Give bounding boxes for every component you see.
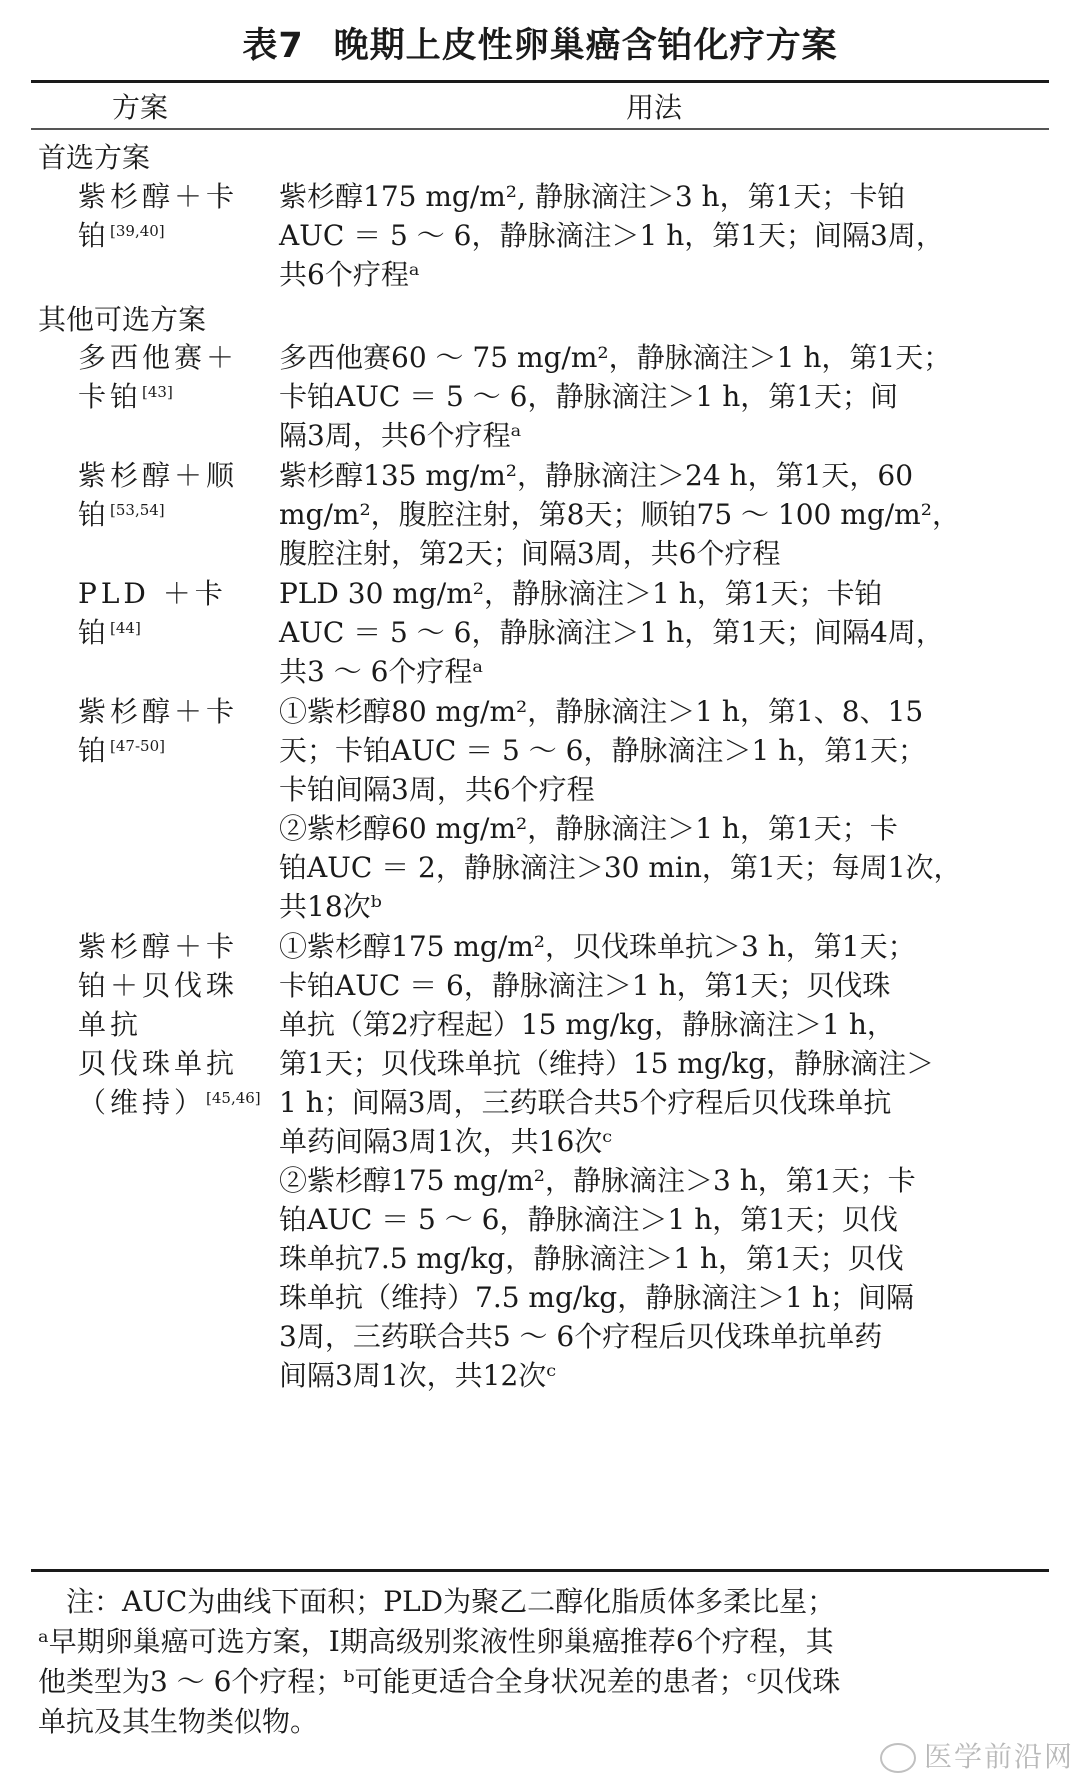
usage-line: 单药间隔3周1次，共16次ᶜ	[279, 1125, 612, 1158]
reference: [44]	[110, 619, 141, 637]
header-regimen: 方案	[112, 91, 169, 124]
footnote-line: 他类型为3 ～ 6个疗程；ᵇ可能更适合全身状况差的患者；ᶜ贝伐珠	[38, 1665, 841, 1698]
usage-line: 间隔3周1次，共12次ᶜ	[279, 1359, 556, 1392]
usage-line: 3周，三药联合共5 ～ 6个疗程后贝伐珠单抗单药	[279, 1320, 883, 1353]
header-usage: 用法	[626, 91, 683, 124]
watermark-text: 医学前沿网	[924, 1740, 1075, 1773]
section-preferred: 首选方案	[38, 141, 151, 174]
usage-line: 铂AUC ＝ 2，静脉滴注＞30 min，第1天；每周1次，	[279, 851, 962, 884]
regimen-name	[78, 177, 268, 255]
table-footnote	[38, 1582, 1049, 1742]
regimen-usage	[279, 927, 1049, 1395]
table-number: 表7	[242, 26, 304, 66]
usage-line: 铂AUC ＝ 5 ～ 6，静脉滴注＞1 h，第1天；贝伐	[279, 1203, 899, 1236]
section-alternative: 其他可选方案	[38, 303, 207, 336]
regimen-name-line: 铂	[78, 219, 111, 252]
regimen-name-line: 紫杉醇＋卡	[78, 180, 239, 213]
usage-line: 天；卡铂AUC ＝ 5 ～ 6，静脉滴注＞1 h，第1天；	[279, 734, 927, 767]
regimen-name-line: 紫杉醇＋卡	[78, 930, 239, 963]
table-title	[0, 18, 1080, 68]
footnote-line: ᵃ早期卵巢癌可选方案，Ⅰ期高级别浆液性卵巢癌推荐6个疗程，其	[38, 1625, 834, 1658]
usage-line: 隔3周，共6个疗程ᵃ	[279, 419, 522, 452]
regimen-name-line: 紫杉醇＋卡	[78, 695, 239, 728]
usage-line: 多西他赛60 ～ 75 mg/m²，静脉滴注＞1 h，第1天；	[279, 341, 952, 374]
regimen-name-line: 铂＋贝伐珠	[78, 969, 239, 1002]
usage-line: AUC ＝ 5 ～ 6，静脉滴注＞1 h，第1天；间隔4周，	[279, 616, 944, 649]
regimen-name-line: 铂	[78, 498, 111, 531]
usage-line: 共3 ～ 6个疗程ᵃ	[279, 655, 484, 688]
usage-line: ①紫杉醇175 mg/m²，贝伐珠单抗＞3 h，第1天；	[279, 930, 916, 963]
usage-line: 共18次ᵇ	[279, 890, 382, 923]
usage-line: 腹腔注射，第2天；间隔3周，共6个疗程	[279, 537, 781, 570]
regimen-name-line: （维持）	[78, 1086, 207, 1119]
usage-line: mg/m²，腹腔注射，第8天；顺铂75 ～ 100 mg/m²，	[279, 498, 960, 531]
footnote-line: 注：AUC为曲线下面积；PLD为聚乙二醇化脂质体多柔比星；	[38, 1585, 836, 1618]
usage-line: 卡铂AUC ＝ 5 ～ 6，静脉滴注＞1 h，第1天；间	[279, 380, 899, 413]
regimen-usage	[279, 692, 1049, 926]
regimen-name	[78, 574, 268, 652]
usage-line: ①紫杉醇80 mg/m²，静脉滴注＞1 h，第1、8、15	[279, 695, 924, 728]
reference: [43]	[142, 383, 173, 401]
usage-line: 紫杉醇135 mg/m²，静脉滴注＞24 h，第1天，60	[279, 459, 914, 492]
header-rule	[31, 128, 1049, 130]
footnote-line: 单抗及其生物类似物。	[38, 1705, 319, 1738]
regimen-name-line: 多西他赛＋	[78, 341, 239, 374]
usage-line: 第1天；贝伐珠单抗（维持）15 mg/kg，静脉滴注＞	[279, 1047, 935, 1080]
regimen-name-line: 单抗	[78, 1008, 143, 1041]
regimen-usage	[279, 177, 1049, 294]
regimen-name-line: 紫杉醇＋顺	[78, 459, 239, 492]
usage-line: ②紫杉醇60 mg/m²，静脉滴注＞1 h，第1天；卡	[279, 812, 898, 845]
reference: [47-50]	[110, 737, 165, 755]
regimen-name-line: 卡铂	[78, 380, 143, 413]
regimen-usage	[279, 338, 1049, 455]
usage-line: AUC ＝ 5 ～ 6，静脉滴注＞1 h，第1天；间隔3周，	[279, 219, 944, 252]
regimen-name	[78, 927, 268, 1122]
top-rule	[31, 80, 1049, 83]
usage-line: 紫杉醇175 mg/m², 静脉滴注＞3 h，第1天；卡铂	[279, 180, 906, 213]
weibo-icon	[880, 1743, 916, 1773]
usage-line: 单抗（第2疗程起）15 mg/kg，静脉滴注＞1 h，	[279, 1008, 895, 1041]
regimen-name	[78, 338, 268, 416]
regimen-name	[78, 692, 268, 770]
usage-line: 共6个疗程ᵃ	[279, 258, 420, 291]
usage-line: PLD 30 mg/m²，静脉滴注＞1 h，第1天；卡铂	[279, 577, 883, 610]
regimen-name	[78, 456, 268, 534]
usage-line: 卡铂间隔3周，共6个疗程	[279, 773, 595, 806]
table-title-text: 晚期上皮性卵巢癌含铂化疗方案	[333, 26, 838, 66]
regimen-name-line: 铂	[78, 616, 111, 649]
usage-line: 1 h；间隔3周，三药联合共5个疗程后贝伐珠单抗	[279, 1086, 892, 1119]
regimen-usage	[279, 574, 1049, 691]
regimen-usage	[279, 456, 1049, 573]
usage-line: 珠单抗（维持）7.5 mg/kg，静脉滴注＞1 h；间隔	[279, 1281, 914, 1314]
bottom-rule	[31, 1569, 1049, 1572]
regimen-name-line: PLD ＋卡	[78, 577, 227, 610]
usage-line: 珠单抗7.5 mg/kg，静脉滴注＞1 h，第1天；贝伐	[279, 1242, 904, 1275]
usage-line: ②紫杉醇175 mg/m²，静脉滴注＞3 h，第1天；卡	[279, 1164, 916, 1197]
reference: [53,54]	[110, 501, 165, 519]
regimen-name-line: 贝伐珠单抗	[78, 1047, 239, 1080]
usage-line: 卡铂AUC ＝ 6，静脉滴注＞1 h，第1天；贝伐珠	[279, 969, 891, 1002]
reference: [39,40]	[110, 222, 165, 240]
regimen-name-line: 铂	[78, 734, 111, 767]
reference: [45,46]	[206, 1089, 261, 1107]
watermark	[880, 1735, 1074, 1775]
